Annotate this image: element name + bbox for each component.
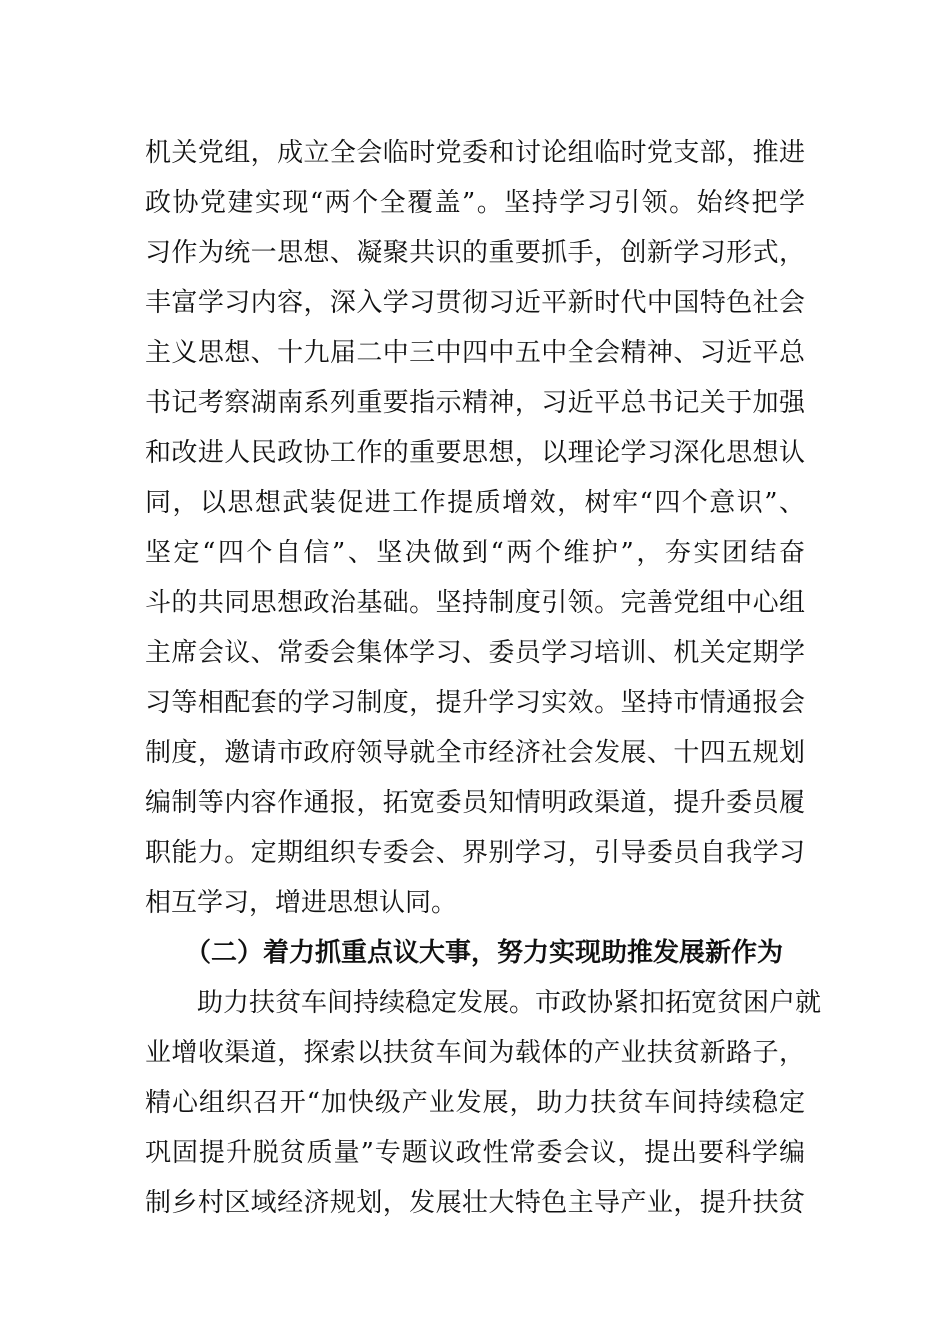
paragraph-line: 相互学习，增进思想认同。 <box>145 888 458 918</box>
paragraph-line: 制度，邀请市政府领导就全市经济社会发展、十四五规划 <box>145 738 805 768</box>
paragraph-line: 同，以思想武装促进工作提质增效，树牢“四个意识”、 <box>145 488 805 518</box>
paragraph-line: 和改进人民政协工作的重要思想，以理论学习深化思想认 <box>145 438 805 468</box>
paragraph-line: 习等相配套的学习制度，提升学习实效。坚持市情通报会 <box>145 688 805 718</box>
paragraph-line: 职能力。定期组织专委会、界别学习，引导委员自我学习 <box>145 838 805 868</box>
paragraph-line: 精心组织召开“加快级产业发展，助力扶贫车间持续稳定 <box>145 1088 805 1118</box>
paragraph-line: 坚定“四个自信”、坚决做到“两个维护”，夯实团结奋 <box>145 538 805 568</box>
paragraph-line: 丰富学习内容，深入学习贯彻习近平新时代中国特色社会 <box>145 288 805 318</box>
paragraph-line: 主席会议、常委会集体学习、委员学习培训、机关定期学 <box>145 638 805 668</box>
paragraph-line: 制乡村区域经济规划，发展壮大特色主导产业，提升扶贫 <box>145 1188 805 1218</box>
paragraph-line: 习作为统一思想、凝聚共识的重要抓手，创新学习形式， <box>145 238 805 268</box>
paragraph-line: 巩固提升脱贫质量”专题议政性常委会议，提出要科学编 <box>145 1138 805 1168</box>
paragraph-line: 机关党组，成立全会临时党委和讨论组临时党支部，推进 <box>145 138 805 168</box>
paragraph-line: 业增收渠道，探索以扶贫车间为载体的产业扶贫新路子， <box>145 1038 805 1068</box>
paragraph-line: 斗的共同思想政治基础。坚持制度引领。完善党组中心组 <box>145 588 805 618</box>
paragraph-line: 主义思想、十九届二中三中四中五中全会精神、习近平总 <box>145 338 805 368</box>
paragraph-line: 书记考察湖南系列重要指示精神，习近平总书记关于加强 <box>145 388 805 418</box>
paragraph-line: 政协党建实现“两个全覆盖”。坚持学习引领。始终把学 <box>145 188 805 218</box>
paragraph-line: 编制等内容作通报，拓宽委员知情明政渠道，提升委员履 <box>145 788 805 818</box>
paragraph-line: 助力扶贫车间持续稳定发展。市政协紧扣拓宽贫困户就 <box>197 988 822 1018</box>
section-heading: （二）着力抓重点议大事，努力实现助推发展新作为 <box>185 938 784 968</box>
